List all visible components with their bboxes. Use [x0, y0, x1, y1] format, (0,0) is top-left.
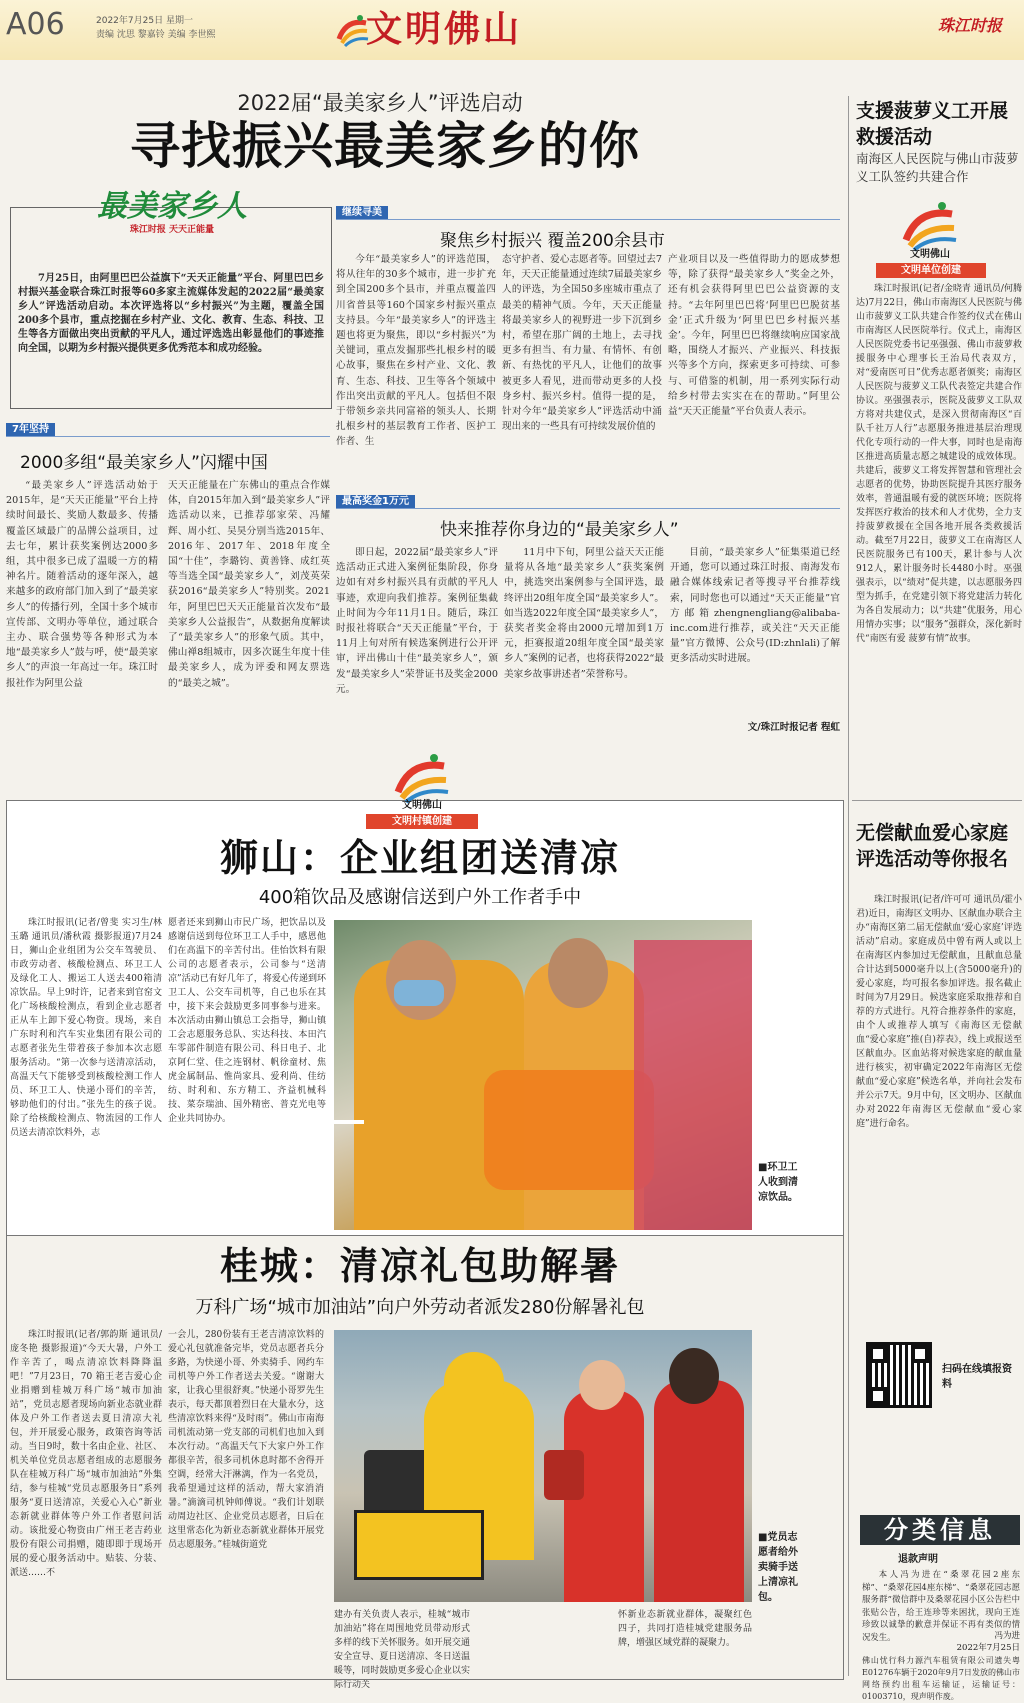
page-number: A06	[6, 7, 65, 42]
sec2-col-1: 今年“最美家乡人”的评选范围，将从往年的30多个城市，进一步扩充到全国200多个县市，并重点覆盖四川省普县等160个国家乡村振兴重点支持县。今年“最美家乡人”的评选主题也将更为聚焦，即以“乡村振兴”为关键词，重点发掘那些扎根乡村的暖心故事，聚焦在乡村产业、文化、教育、生态、科技、卫生等各个领域中作出突出贡献的平凡人。包括但不限于带领乡亲共同富裕的领头人、长期扎根乡村的基层教育工作者、医护工作者、生	[336, 254, 496, 448]
notice-date: 2022年7月25日	[956, 1643, 1020, 1653]
editors-line: 责编 沈思 黎嘉铃 美编 李世熙	[96, 30, 216, 40]
lead-headline: 寻找振兴最美家乡的你	[130, 117, 640, 175]
story2-title: 狮山：企业组团送清凉	[219, 836, 620, 880]
wenming-logo-icon	[336, 13, 370, 47]
brand-logo: 珠江时报	[938, 16, 1003, 35]
notice-sign	[862, 1630, 1020, 1654]
section-tag-3: 最高奖金1万元	[336, 495, 415, 509]
section-title-1: 2000多组“最美家乡人”闪耀中国	[20, 453, 268, 473]
story2-logo-text: 文明佛山	[402, 800, 442, 811]
notice-title: 退款声明	[898, 1554, 938, 1565]
story3-col-4: 怀新业态新就业群体，凝聚红色四子，共同打造桂城党建服务品牌，增强区域党群的凝聚力。	[618, 1610, 752, 1648]
issue-date: 2022年7月25日 星期一	[96, 16, 193, 26]
sec3-col-3: 目前，“最美家乡人”征集渠道已经开通，您可以通过珠江时报、南海发布融合媒体线索记者等搜寻平台推荐线索，同时您也可以通过“天天正能量”官方邮箱zhengnengliang@alibaba-inc.com进行推荐，或关注“天天正能量”官方微博、公众号(ID:zhnlali)了解更多活动实时进展。	[670, 547, 840, 665]
story3-title: 桂城：清凉礼包助解暑	[219, 1244, 620, 1288]
section-tag-2: 继续寻美	[336, 206, 388, 220]
shishan-photo	[334, 920, 752, 1230]
story2-col-1: 珠江时报讯(记者/曾斐 实习生/林玉璐 通讯员/潘秋霞 摄影报道)7月24日，狮山企业组团为公交车驾驶员、市政劳动者、核酸检测点、环卫工人及绿化工人、搬运工人送去400箱清凉饮品。早上9时许，记者来到官窑文化广场核酸检测点，看到企业志愿者正从车上卸下爱心物资。现场，来自广东时利和汽车实业集团有限公司的志愿者张先生带着孩子参加本次志愿服务活动。“第一次参与送清凉活动，高温天气下能够受到核酸检测工作人员、环卫工人、快递小哥们的辛苦，够助他们的付出。”张先生的孩子说。除了给核酸检测点、物流园的工作人员送去清凉饮料外，志	[10, 918, 162, 1138]
notice-body: 本人冯为进在“桑翠花园2座东梯”、“桑翠花园4座东梯”、“桑翠花园志愿服务群”微信群中及桑翠花园小区公告栏中张贴公告，给王连珍等来困扰，现向王连珍致以诚挚的歉意并保证不再有类似的情况发生。	[862, 1569, 1020, 1642]
side1-subtitle: 南海区人民医院与佛山市菠萝义工队签约共建合作	[856, 151, 1019, 184]
campaign-logo	[12, 190, 332, 255]
story3-frame	[6, 1236, 844, 1690]
sec1-col-1: “最美家乡人”评选活动始于2015年，是“天天正能量”平台上持续时间最长、奖励人数最多、传播覆盖区域最广的品牌公益项目，过去七年，累计获奖案例达2000多组，其中很多已成了温暖一方的精神名片。随着活动的逐年深入，越来越多的政府部门加入到了“最美家乡人”的传播行列，全国十多个城市宣传部、文明办等单位，通过联合主办、联合强势等各种形式为本地“最美家乡人”鼓与呼，使“最美家乡人”的声浪一年高过一年。珠江时报社作为阿里公益	[6, 480, 158, 689]
story3-col-3: 建办有关负责人表示，桂城“城市加油站”将在周围地党员带动形式多样的线下关怀服务。如开展交通安全宣导、夏日送清凉、冬日送温暖等，同时鼓励更多爱心企业以实际行动关	[334, 1610, 470, 1690]
page-header	[0, 0, 1024, 60]
story2-col-2: 愿者还来到狮山市民广场，把饮品以及感谢信送到每位环卫工人手中，感恩他们在高温下的辛苦付出。佳怡饮料有限公司的志愿者表示，公司参与“送清凉”活动已有好几年了，将爱心传递到环卫工人、公交车司机等，自己也乐在其中，接下来会鼓励更多同事参与进来。本次活动由狮山镇总工会指导，狮山镇工会志愿服务总队、实达科技、本田汽车零部件制造有限公司、科日电子、北京阿仁堂、佳之连钢材、帆徐童材、焦虎金属制品、惟尚家具、爱利尚、佳纺纺、时利和、东方精工、齐益机械科技、菜奈瑞油、国外精密、普克光电等企业共同协办。	[168, 918, 326, 1124]
column-divider	[848, 96, 849, 1676]
sec2-col-3: 产业项目以及一些值得助力的愿成梦想等，除了获得“最美家乡人”奖金之外，还有机会获得阿里巴巴公益资源的支持。“去年阿里巴巴将‘阿里巴巴脱贫基金’正式升级为‘阿里巴巴乡村振兴基金’。今年，阿里巴巴将继续响应国家战略，围绕人才振兴、产业振兴、科技振兴等多个方向，探索更多可持续、可参与、可借鉴的机制，用一系列实际行动给乡村带去实实在在的帮助。”阿里公益“天天正能量”平台负责人表示。	[668, 254, 840, 418]
story3-col-2: 一会儿，280份装有王老吉清凉饮料的爱心礼包就准备完毕，党员志愿者兵分多路，为快递小哥、外卖骑手、网约车司机等户外工作者送去关爱。“谢谢大家，让我心里很舒爽。”快递小哥罗先生表示，每天都顶着烈日在大量水分，这些清凉饮料来得“及时雨”。佛山市南海司机流动第一党支部的司机们也加入到本次行动。“高温天气下大家户外工作都很辛苦，很多司机休息时都不舍得开空调，经常大汗淋漓，作为一名党员，我希望通过这样的活动，帮大家消消暑。”滴滴司机钟师傅说。“我们计划联动周边社区、企业党员志愿者，日后在这里常态化为新业态新就业群体开展党员志愿服务。”桂城街道党	[168, 1330, 324, 1550]
section-rule-2	[336, 219, 840, 220]
classified-ad-2: 佛山忧行科力源汽车租赁有限公司遗失粤E01276车辆于2020年9月7日发放的佛山市网络预约出租车运输证，运输证号：01003710，现声明作废。	[862, 1656, 1020, 1701]
masthead-title: 文明佛山	[366, 9, 523, 50]
wenming-foshan-logo-icon	[900, 200, 960, 250]
wenming-foshan-logo-icon-2	[392, 752, 452, 802]
lead-intro: 7月25日，由阿里巴巴公益旗下“天天正能量”平台、阿里巴巴乡村振兴基金联合珠江时报等60多家主流媒体发起的2022届“最美家乡人”评选活动启动。本次评选将以“乡村振兴”为主题，覆盖全国200多个县市，重点挖掘在乡村产业、文化、教育、生态、科技、卫生等各方面做出突出贡献的平凡人，通过评选选出彰显他们的事迹推向全国，以期为乡村振兴提供更多优秀范本和成功经验。	[18, 273, 324, 354]
campaign-logo-title: 最美家乡人	[97, 189, 247, 224]
sec1-col-2: 天天正能量在广东佛山的重点合作媒体，自2015年加入到“最美家乡人”评选活动以来，已推荐邬家荣、冯耀辉、周小红、吴昊分别当选2015年、2016年、2017年、2018年度全国“十佳”，李璐钧、黄善锋、成红英等当选全国“最美家乡人”，刘茂英荣获2016“最美家乡人”特别奖。2021年，阿里巴巴天天正能量首次发布“最美家乡人公益报告”，从数据角度解读了“最美家乡人”的形象气质。其中，佛山禅8组城市，因多次诞生年度十佳最美家乡人，成为评委和网友票选的“最美之城”。	[168, 480, 330, 689]
story3-photo-caption: ■党员志愿者给外卖骑手送上清凉礼包。	[758, 1532, 798, 1603]
classifieds-title: 分类信息	[860, 1515, 1020, 1545]
sec3-col-2: 11月中下旬，阿里公益天天正能量将从各地“最美家乡人”获奖案例中，挑选突出案例参与全国评选，最终评出20组年度全国“最美家乡人”。如当选2022年度全国“最美家乡人”，获奖者奖金将由2000元增加到1万元，拒赛报道20组年度全国“最美家乡人”案例的记者，也将获得2022“最美家乡故事讲述者”荣誉称号。	[504, 547, 664, 680]
lead-kicker: 2022届“最美家乡人”评选启动	[237, 91, 523, 115]
sec2-col-2: 态守护者、爱心志愿者等。回望过去7年，天天正能量通过连续7届最美家乡人的评选，为全国50多座城市重点了最美的精神气质。今年，天天正能量将最美家乡人的视野进一步下沉到乡村，希望在那广阔的土地上，去寻找更多有担当、有力量、有情怀、有创新、有热忱的平凡人，让他们的故事被更多人看见，进而带动更多的人投身乡村、振兴乡村。值得一提的是，针对今年“最美家乡人”评选活动中涌现出来的一些具有可持续发展价值的	[502, 254, 662, 433]
story3-subtitle: 万科广场“城市加油站”向户外劳动者派发280份解暑礼包	[195, 1297, 645, 1318]
section-tag-1: 7年坚持	[6, 423, 55, 437]
section-rule-3	[336, 508, 840, 509]
side1-body: 珠江时报讯(记者/金晓青 通讯员/何腾达)7月22日，佛山市南海区人民医院与佛山市菠萝义工队共建合作签约仪式在佛山市南海区人民医院举行。仪式上，南海区人民医院党委书记巫强强、佛山市菠萝救援服务中心理事长王治局代表双方，对“爱南医可日”优秀志愿者颁奖；南海区人民医院与菠萝义工队代表签定共建合作协议。巫强强表示，医院及菠萝义工队双方将对共建仪式，是深入贯彻南海区“百队千社万人行”志愿服务推进基层治理现代化专项行动的一件大事，同时也是南海区推进高质量志愿之城建设的成效体现。共建后，菠萝义工将发挥智慧和管理社会志愿者的优势，协助医院提升其医疗服务效率，普通温暖有爱的就医环境；医院将发挥医疗救治的技术和人才优势，全力支持菠萝救援在全国各地开展各类救援活动。截至7月22日，菠萝义工在南海区人民医院服务已有100天，累计参与人次912人，累计服务时长4480小时。巫强强表示，以“绩对”促共建，以志愿服务四型为抓手，在党建引领下将党建活力转化为各自发展动力；以“共建”优服务，用心用情办实事；以“服务”强群众，深化新时代“南医有爱 菠萝有情”故事。	[856, 284, 1022, 644]
section-title-2: 聚焦乡村振兴 覆盖200余县市	[440, 231, 665, 251]
campaign-logo-sub: 珠江时报 天天正能量	[129, 225, 215, 235]
side-divider	[852, 800, 1022, 801]
notice-signer: 冯为进	[994, 1631, 1020, 1641]
side1-ribbon: 文明单位创建	[876, 263, 986, 278]
story2-ribbon: 文明村镇创建	[366, 814, 478, 829]
qr-caption: 扫码在线填报资料	[942, 1364, 1012, 1390]
side1-logo-text: 文明佛山	[910, 249, 950, 260]
section-title-3: 快来推荐你身边的“最美家乡人”	[440, 520, 679, 540]
side1-title: 支援菠萝义工开展救援活动	[856, 100, 1009, 148]
story2-photo-caption: ■环卫工人收到清凉饮品。	[758, 1162, 798, 1203]
lead-byline: 文/珠江时报记者 程虹	[747, 722, 840, 733]
section-rule-1	[6, 436, 330, 437]
sec3-col-1: 即日起，2022届“最美家乡人”评选活动正式进入案例征集阶段，你身边如有对乡村振兴具有贡献的平凡人事迹，欢迎向我们推荐。案例征集截止时间为今年11月1日。随后，珠江时报社将联合“天天正能量”平台，于11月上旬对所有候选案例进行公开评审，评出佛山十佳“最美家乡人”，颁发“最美家乡人”荣誉证书及奖金2000元。	[336, 547, 498, 695]
date-line	[96, 14, 215, 42]
story2-subtitle: 400箱饮品及感谢信送到户外工作者手中	[258, 887, 582, 908]
side2-body: 珠江时报讯(记者/许可可 通讯员/霍小君)近日，南海区文明办、区献血办联合主办“南海区第二届无偿献血‘爱心家庭’评选活动”启动。家庭成员中曾有两人或以上在南海区内参加过无偿献血，且献血总量合计达到5000毫升以上(含5000毫升)的爱心家庭，均可报名参加评选。报名截止时间为7月29日。候选家庭采取推荐和自荐的方式进行。凡符合推荐条件的家庭，由个人或推荐人填写《南海区无偿献血“爱心家庭”推(自)荐表》，线上或报送至区献血办。区血站将对候选家庭的献血量进行核实，初审确定2022年南海区无偿献血“爱心家庭”候选名单，并向社会发布并公示7天。9月中旬，区文明办、区献血办对2022年南海区无偿献血“爱心家庭”进行命名。	[856, 895, 1022, 1129]
qr-code-icon	[866, 1342, 932, 1408]
story3-col-1: 珠江时报讯(记者/郭韵斯 通讯员/庞冬艳 摄影报道)“今天大暑，户外工作辛苦了，喝点清凉饮料降降温吧！”7月23日，70 箱王老吉爱心企业捐赠到桂城万科广场“城市加油站”，党员志愿者现场向新业态就业群体及户外工作者送去夏日清凉大礼包，并开展爱心服务，政策咨询等活动。当日9时，数十名由企业、社区、机关单位党员志愿者组成的志愿服务队在桂城万科广场“城市加油站”外集结，参与桂城“党员志愿服务日”系列服务“夏日送清凉，关爱心入心”新业态新就业群体等户外工作者慰问活动。该批爱心物资由广州王老吉药业股份有限公司捐赠，随即即于现场开展的爱心服务活动中。贴装、分装、派送……不	[10, 1330, 162, 1578]
side2-title: 无偿献血爱心家庭评选活动等你报名	[856, 822, 1009, 870]
